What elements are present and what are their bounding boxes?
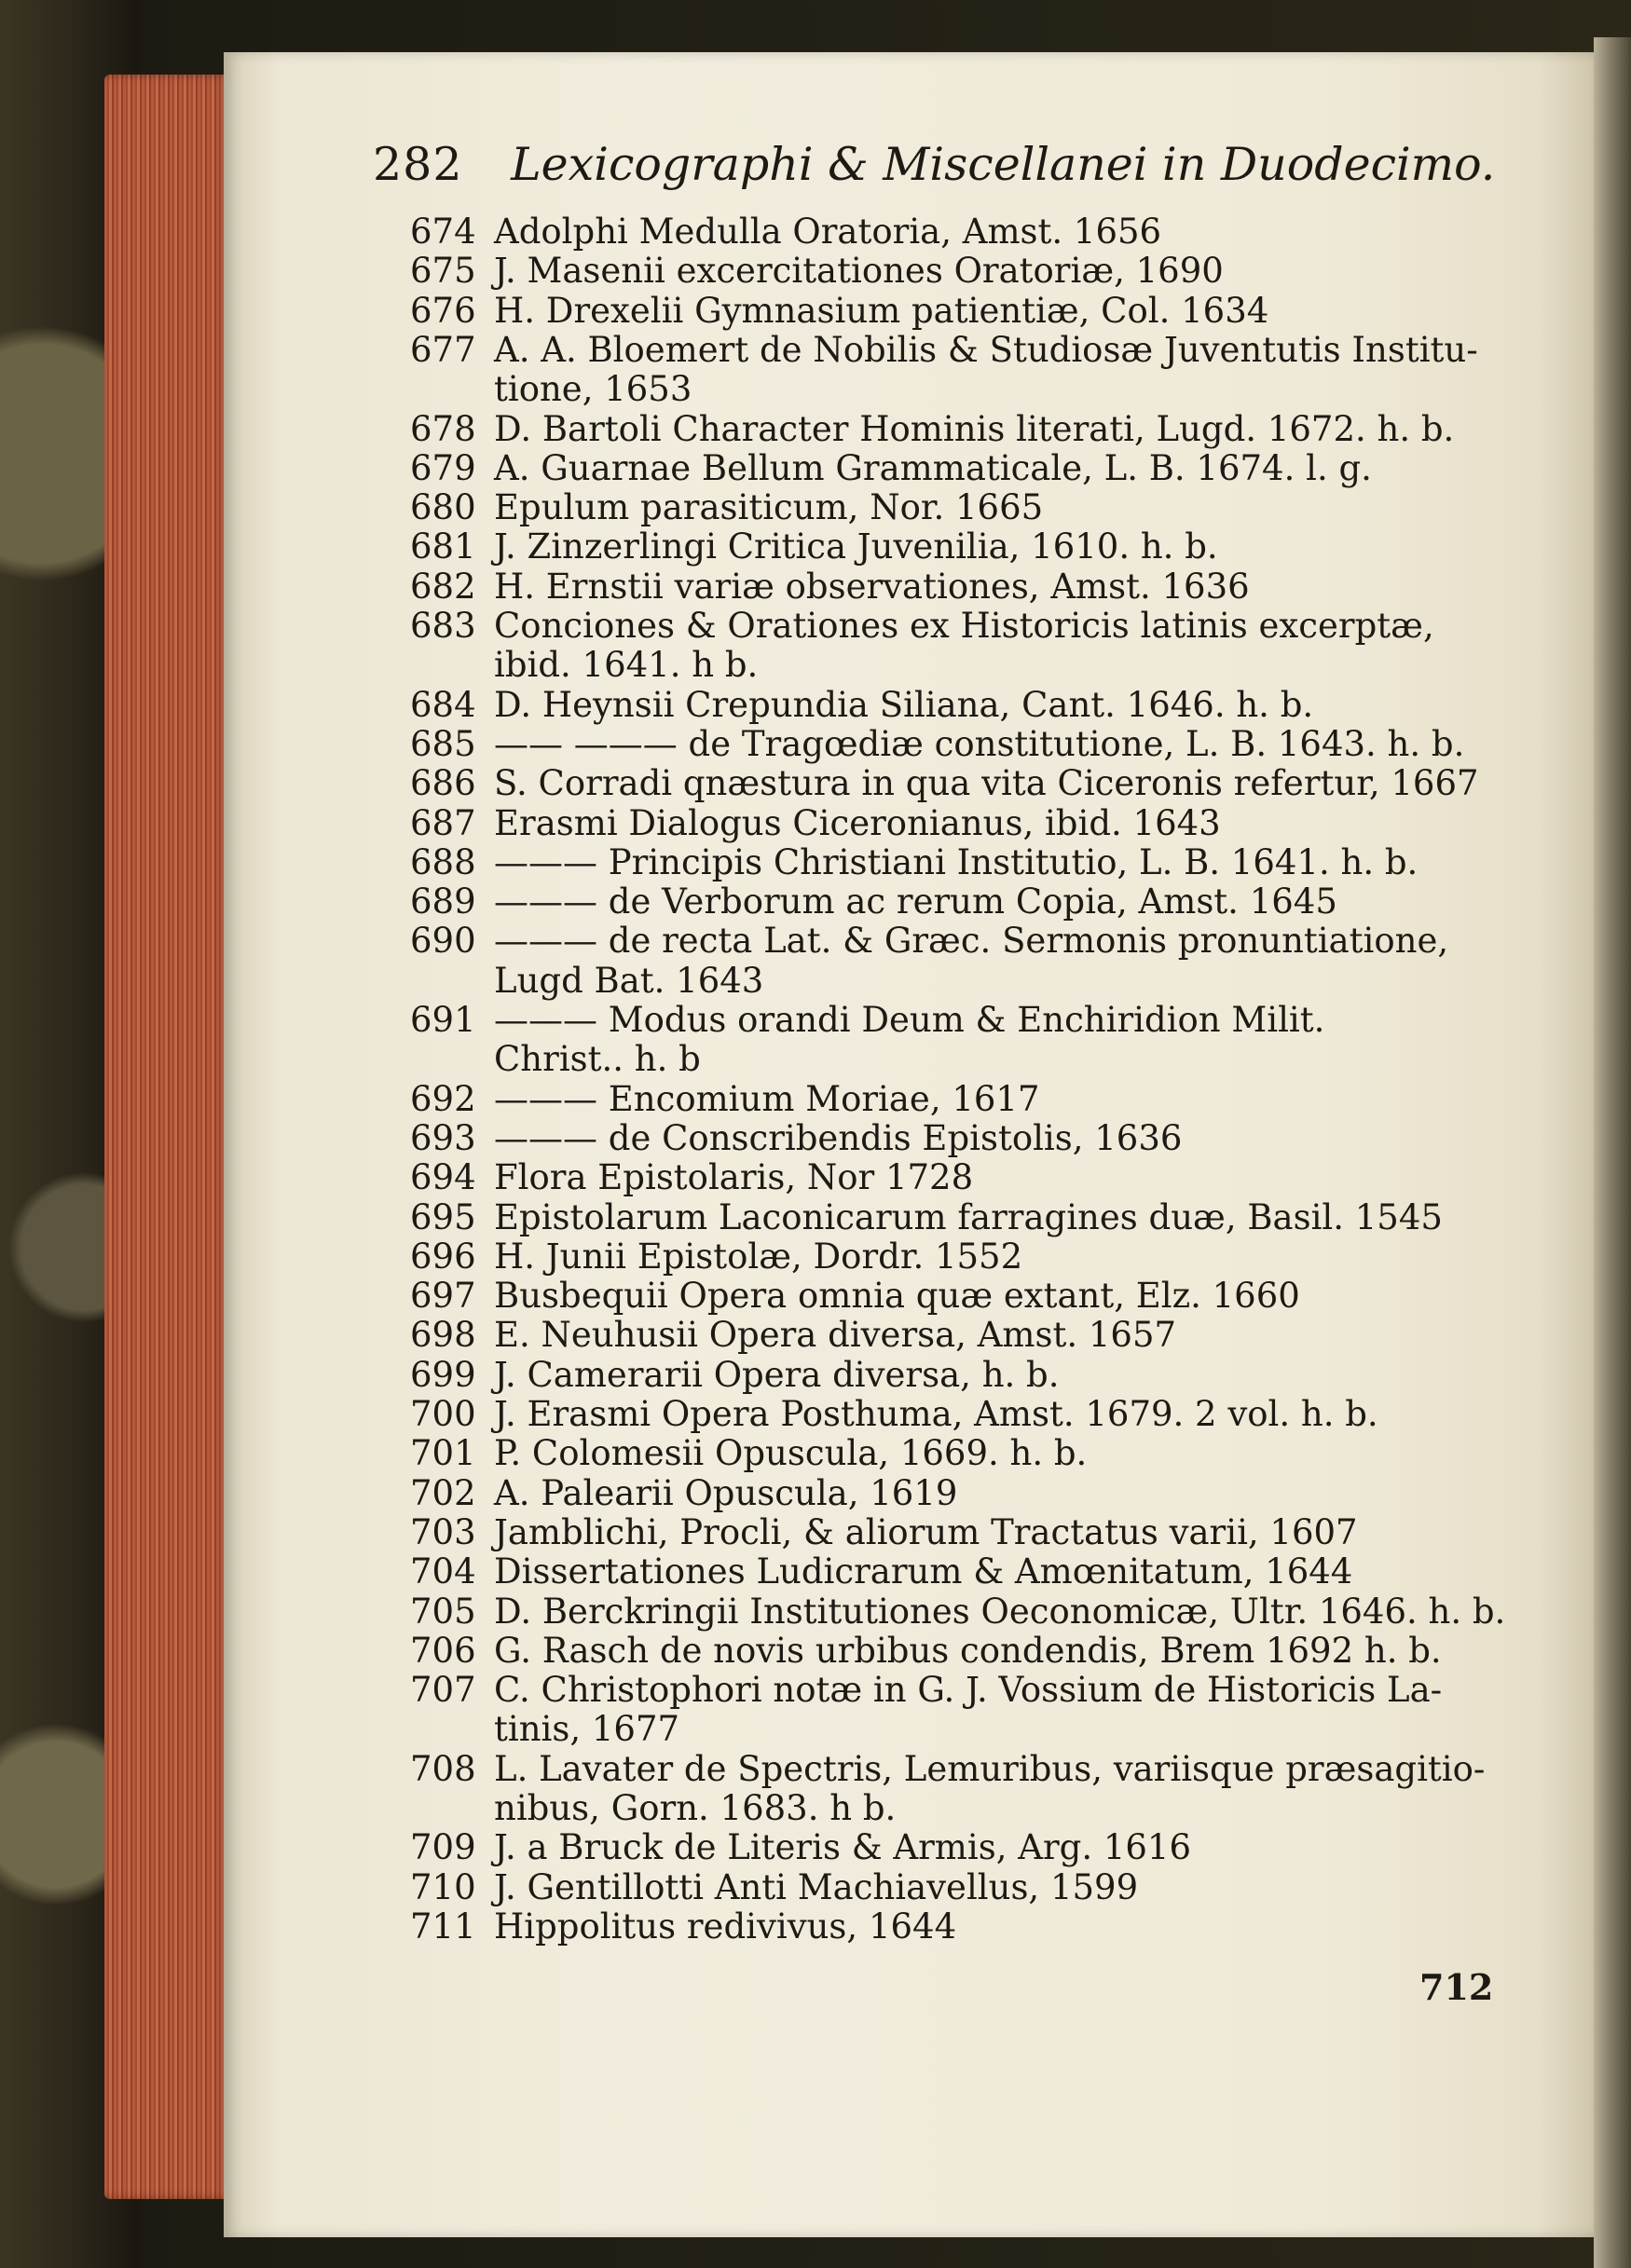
- entry-number: 683: [410, 606, 476, 646]
- entry-text: ——— Principis Christiani Institutio, L. B. 1641. h. b.: [494, 841, 1419, 882]
- entry-number: 678: [410, 408, 476, 449]
- entry-text: Hippolitus redivivus, 1644: [494, 1906, 957, 1947]
- entry-number: 686: [410, 763, 476, 804]
- entry-number: 705: [410, 1591, 476, 1632]
- entry-text: Christ.. h. b: [494, 1039, 701, 1080]
- entry-text: J. Erasmi Opera Posthuma, Amst. 1679. 2 vol. h. b.: [494, 1394, 1378, 1434]
- entry-number: 674: [410, 212, 476, 252]
- entry-text: ——— de recta Lat. & Græc. Sermonis pronuntiatione,: [494, 921, 1449, 962]
- catchword: 712: [1419, 1966, 1494, 2008]
- entry-text: D. Heynsii Crepundia Siliana, Cant. 1646. h. b.: [494, 684, 1314, 725]
- page-number: 282: [373, 138, 463, 191]
- running-header: [373, 138, 1495, 191]
- entry-number: 688: [410, 841, 476, 882]
- entry-number: 700: [410, 1394, 476, 1434]
- entry-text: ibid. 1641. h b.: [494, 645, 759, 686]
- entry-text: tione, 1653: [494, 369, 692, 410]
- entry-text: A. A. Bloemert de Nobilis & Studiosæ Juventutis Institu-: [494, 329, 1478, 370]
- entry-number: 702: [410, 1472, 476, 1513]
- entry-text: H. Drexelii Gymnasium patientiæ, Col. 1634: [494, 290, 1269, 331]
- entry-number: 697: [410, 1276, 476, 1317]
- entry-text: J. Masenii excercitationes Oratoriæ, 1690: [494, 251, 1224, 292]
- entry-text: Dissertationes Ludicrarum & Amœnitatum, 1644: [494, 1551, 1353, 1592]
- entry-text: S. Corradi qnæstura in qua vita Ciceronis refertur, 1667: [494, 763, 1479, 804]
- entry-number: 685: [410, 723, 476, 764]
- entry-number: 676: [410, 290, 476, 331]
- entry-text: nibus, Gorn. 1683. h b.: [494, 1788, 897, 1828]
- entry-number: 680: [410, 487, 476, 528]
- entry-number: 693: [410, 1117, 476, 1158]
- entry-text: A. Guarnae Bellum Grammaticale, L. B. 1674. l. g.: [494, 447, 1372, 488]
- entry-text: L. Lavater de Spectris, Lemuribus, variisque præsagitio-: [494, 1748, 1486, 1789]
- entry-text: C. Christophori notæ in G. J. Vossium de Historicis La-: [494, 1670, 1443, 1711]
- entry-number: 695: [410, 1196, 476, 1237]
- entry-number: 696: [410, 1236, 476, 1277]
- entry-text: ——— de Conscribendis Epistolis, 1636: [494, 1117, 1183, 1158]
- entry-number: 694: [410, 1157, 476, 1198]
- entry-number: 706: [410, 1630, 476, 1671]
- entry-text: ——— Modus orandi Deum & Enchiridion Milit.: [494, 1000, 1325, 1040]
- entry-number: 710: [410, 1866, 476, 1907]
- entry-text: J. Zinzerlingi Critica Juvenilia, 1610. h. b.: [494, 526, 1218, 567]
- running-title: Lexicographi & Miscellanei in Duodecimo.: [511, 138, 1496, 191]
- entry-number: 681: [410, 526, 476, 567]
- entry-text: J. a Bruck de Literis & Armis, Arg. 1616: [494, 1827, 1192, 1868]
- entry-text: P. Colomesii Opuscula, 1669. h. b.: [494, 1433, 1088, 1474]
- entry-number: 682: [410, 566, 476, 607]
- entry-number: 687: [410, 802, 476, 843]
- entry-number: 703: [410, 1511, 476, 1552]
- entry-number: 707: [410, 1670, 476, 1711]
- entry-text: E. Neuhusii Opera diversa, Amst. 1657: [494, 1315, 1177, 1356]
- entry-number: 704: [410, 1551, 476, 1592]
- entry-text: Jamblichi, Procli, & aliorum Tractatus varii, 1607: [494, 1511, 1358, 1552]
- entry-text: tinis, 1677: [494, 1709, 680, 1750]
- entry-text: H. Ernstii variæ observationes, Amst. 1636: [494, 566, 1250, 607]
- entry-text: G. Rasch de novis urbibus condendis, Brem 1692 h. b.: [494, 1630, 1442, 1671]
- entry-text: Epistolarum Laconicarum farragines duæ, Basil. 1545: [494, 1196, 1443, 1237]
- entry-number: 675: [410, 251, 476, 292]
- entry-text: Adolphi Medulla Oratoria, Amst. 1656: [494, 212, 1162, 252]
- entry-text: D. Bartoli Character Hominis literati, Lugd. 1672. h. b.: [494, 408, 1455, 449]
- entry-number: 698: [410, 1315, 476, 1356]
- entry-text: J. Camerarii Opera diversa, h. b.: [494, 1354, 1060, 1395]
- entry-number: 690: [410, 921, 476, 962]
- entry-number: 677: [410, 329, 476, 370]
- entry-text: H. Junii Epistolæ, Dordr. 1552: [494, 1236, 1023, 1277]
- entry-number: 689: [410, 881, 476, 922]
- entry-text: Busbequii Opera omnia quæ extant, Elz. 1660: [494, 1276, 1300, 1317]
- entry-number: 691: [410, 1000, 476, 1040]
- entry-text: Lugd Bat. 1643: [494, 960, 764, 1001]
- entry-text: —— ——— de Tragœdiæ constitutione, L. B. 1643. h. b.: [494, 723, 1465, 764]
- entry-text: D. Berckringii Institutiones Oeconomicæ, Ultr. 1646. h. b.: [494, 1591, 1506, 1632]
- entry-number: 709: [410, 1827, 476, 1868]
- entry-text: Flora Epistolaris, Nor 1728: [494, 1157, 974, 1198]
- entry-number: 692: [410, 1078, 476, 1119]
- entry-number: 711: [410, 1906, 476, 1947]
- entry-number: 701: [410, 1433, 476, 1474]
- entry-text: Erasmi Dialogus Ciceronianus, ibid. 1643: [494, 802, 1221, 843]
- page-edges: [104, 75, 230, 2199]
- entry-number: 699: [410, 1354, 476, 1395]
- entry-number: 708: [410, 1748, 476, 1789]
- entry-number: 679: [410, 447, 476, 488]
- entry-text: ——— de Verborum ac rerum Copia, Amst. 1645: [494, 881, 1337, 922]
- entry-text: Epulum parasiticum, Nor. 1665: [494, 487, 1044, 528]
- entry-number: 684: [410, 684, 476, 725]
- entry-text: Conciones & Orationes ex Historicis latinis excerptæ,: [494, 606, 1434, 646]
- entry-text: ——— Encomium Moriae, 1617: [494, 1078, 1040, 1119]
- entry-text: J. Gentillotti Anti Machiavellus, 1599: [494, 1866, 1139, 1907]
- facing-page-edge: [1594, 37, 1631, 2268]
- entry-text: A. Palearii Opuscula, 1619: [494, 1472, 958, 1513]
